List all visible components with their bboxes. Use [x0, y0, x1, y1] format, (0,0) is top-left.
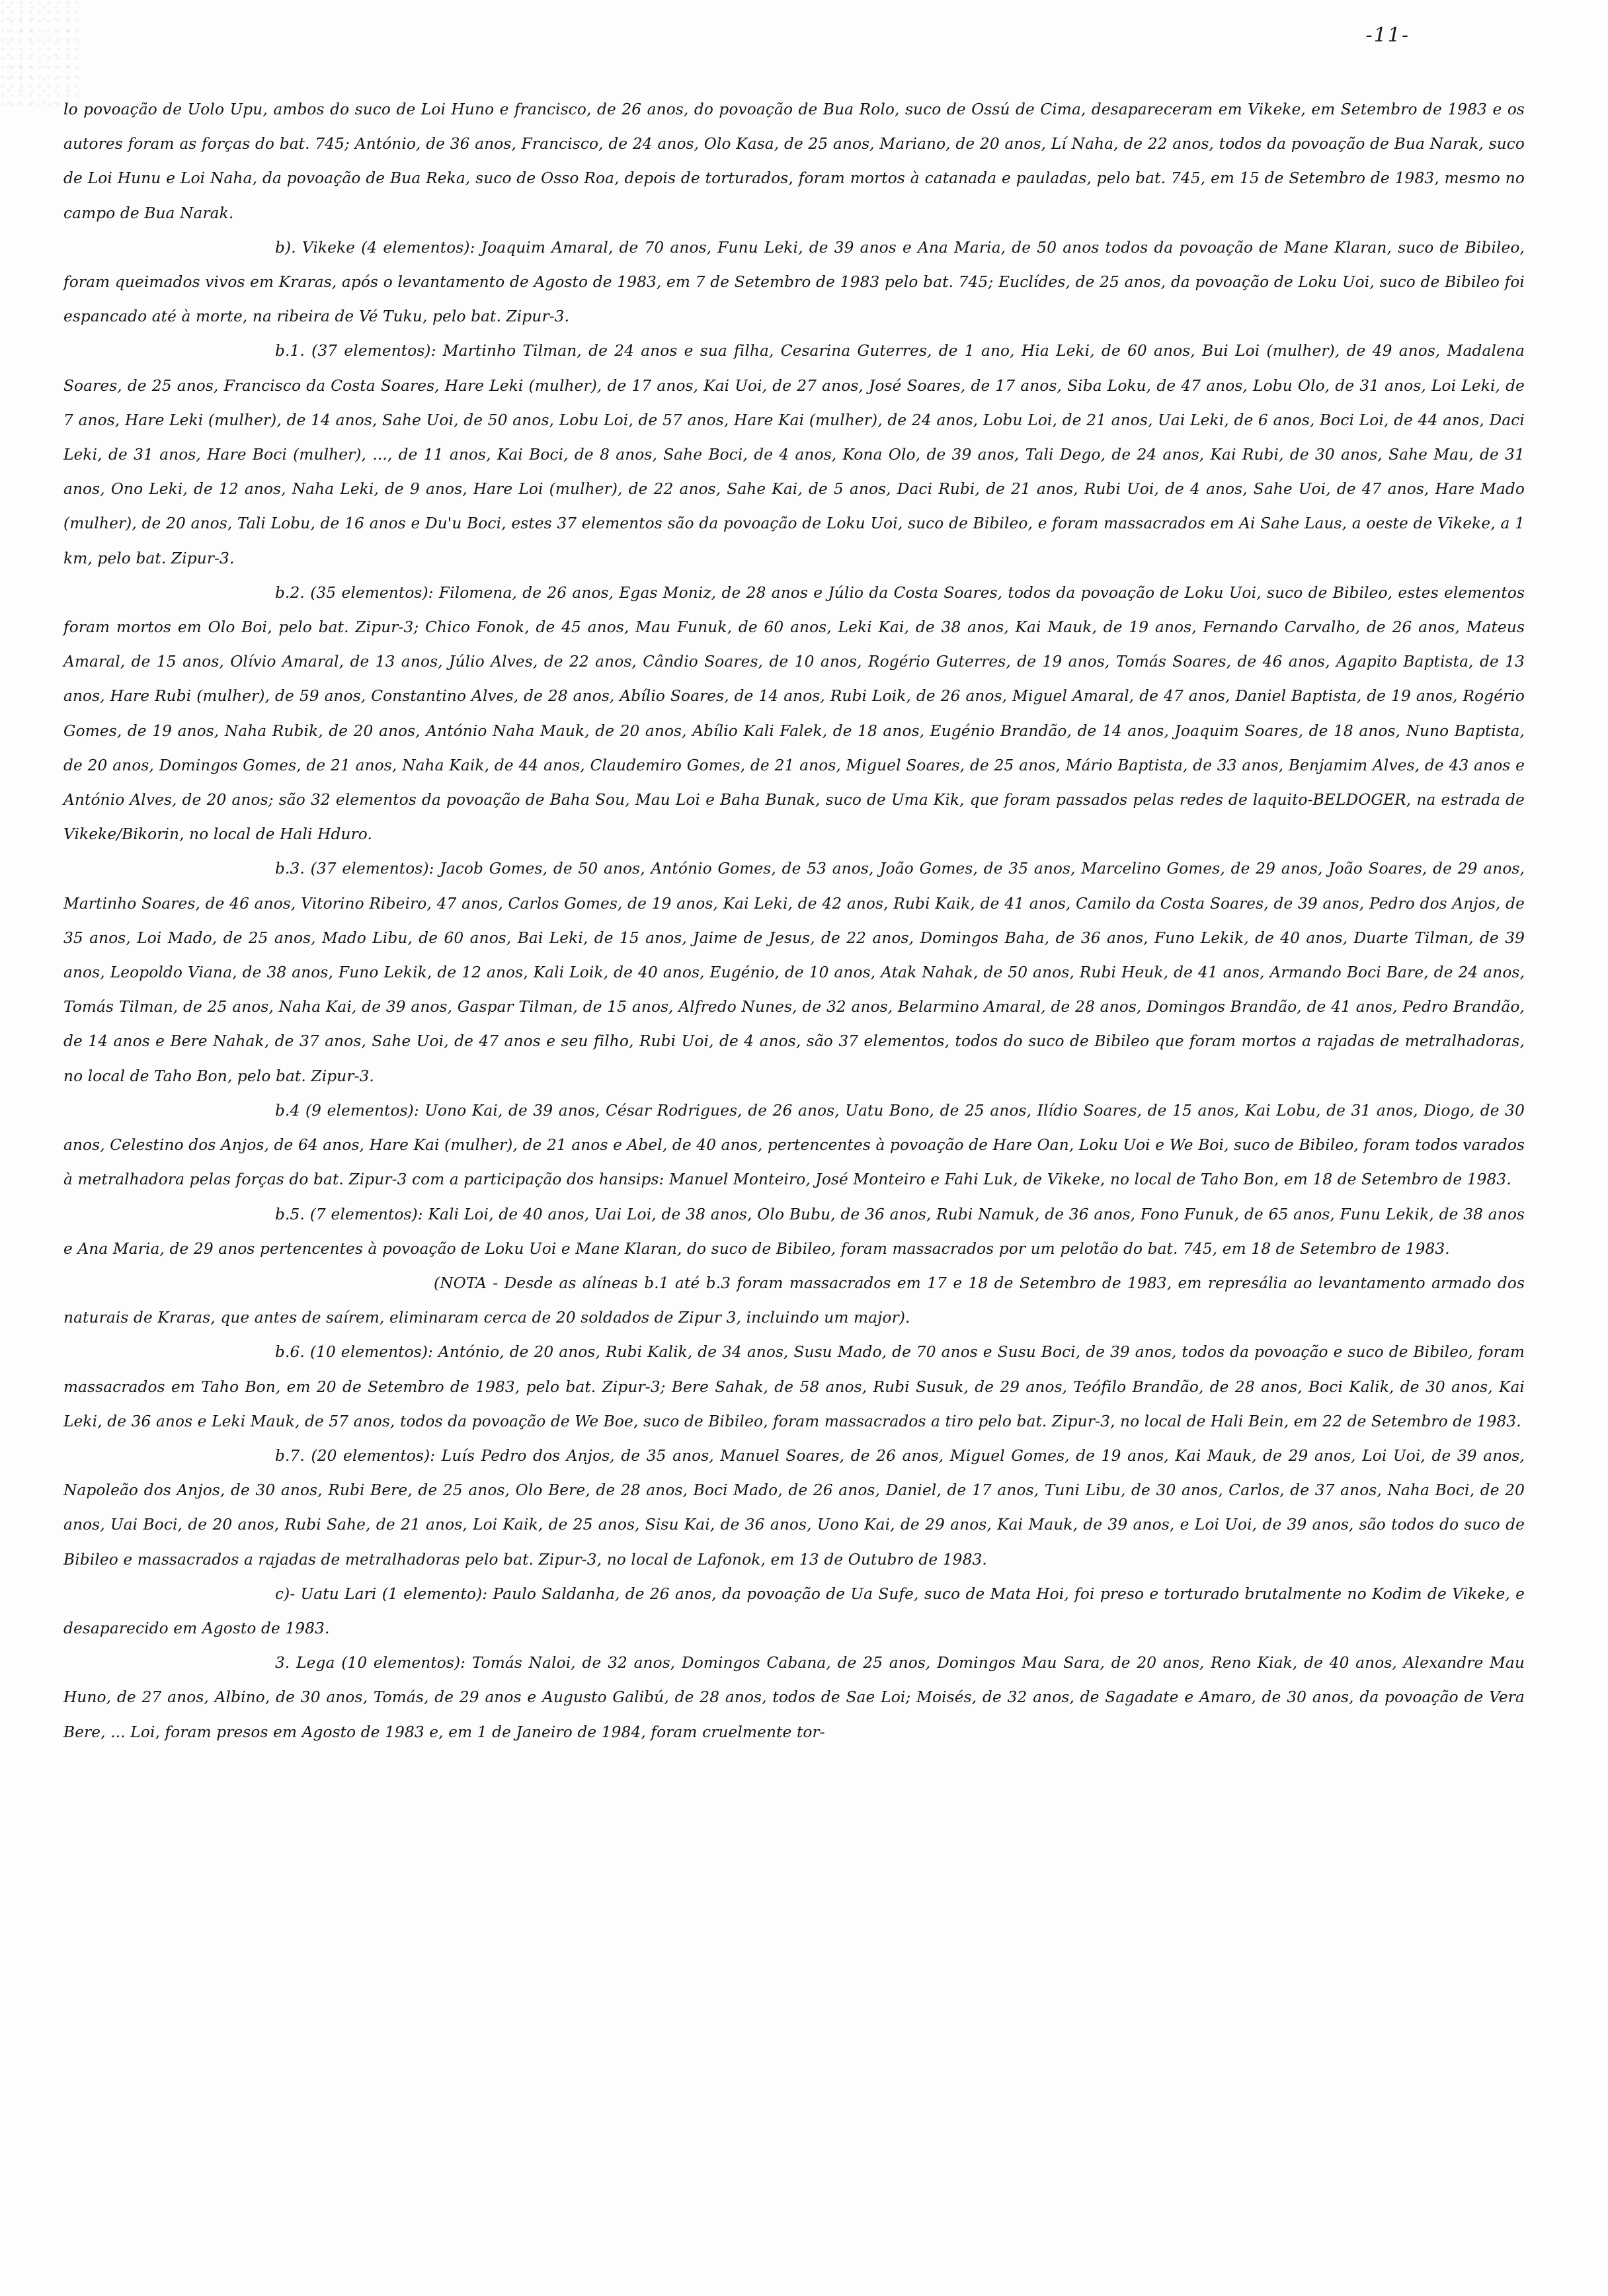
- page-number: -11-: [1365, 24, 1410, 47]
- paragraph-c-uatu-lari: c)- Uatu Lari (1 elemento): Paulo Saldanha, de 26 anos, da povoação de Ua Sufe, suco de Mata Hoi, foi preso e torturado brutalmente no Kodim de Vikeke, e desaparecido em Agosto de 1983.: [63, 1584, 1525, 1637]
- handwritten-body: [63, 93, 1525, 1750]
- paragraph-b2: b.2. (35 elementos): Filomena, de 26 anos, Egas Moniz, de 28 anos e Júlio da Costa Soares, todos da povoação de Loku Uoi, suco de Bibileo, estes elementos foram mortos em Olo Boi, pelo bat. Zipur-3; Chico Fonok, de 45 anos, Mau Funuk, de 60 anos, Leki Kai, de 38 anos, Kai Mauk, de 19 anos, Fernando Carvalho, de 26 anos, Mateus Amaral, de 15 anos, Olívio Amaral, de 13 anos, Júlio Alves, de 22 anos, Cândio Soares, de 10 anos, Rogério Guterres, de 19 anos, Tomás Soares, de 46 anos, Agapito Baptista, de 13 anos, Hare Rubi (mulher), de 59 anos, Constantino Alves, de 28 anos, Abílio Soares, de 14 anos, Rubi Loik, de 26 anos, Miguel Amaral, de 47 anos, Daniel Baptista, de 19 anos, Rogério Gomes, de 19 anos, Naha Rubik, de 20 anos, António Naha Mauk, de 20 anos, Abílio Kali Falek, de 18 anos, Eugénio Brandão, de 14 anos, Joaquim Soares, de 18 anos, Nuno Baptista, de 20 anos, Domingos Gomes, de 21 anos, Naha Kaik, de 44 anos, Claudemiro Gomes, de 21 anos, Miguel Soares, de 25 anos, Mário Baptista, de 33 anos, Benjamim Alves, de 43 anos e António Alves, de 20 anos; são 32 elementos da povoação de Baha Sou, Mau Loi e Baha Bunak, suco de Uma Kik, que foram passados pelas redes de laquito-BELDOGER, na estrada de Vikeke/Bikorin, no local de Hali Hduro.: [63, 583, 1525, 844]
- paragraph-nota: (NOTA - Desde as alíneas b.1 até b.3 foram massacrados em 17 e 18 de Setembro de 1983, em represália ao levantamento armado dos naturais de Kraras, que antes de saírem, eliminaram cerca de 20 soldados de Zipur 3, incluindo um major).: [63, 1274, 1525, 1327]
- paragraph-b-vikeke: b). Vikeke (4 elementos): Joaquim Amaral, de 70 anos, Funu Leki, de 39 anos e Ana Maria, de 50 anos todos da povoação de Mane Klaran, suco de Bibileo, foram queimados vivos em Kraras, após o levantamento de Agosto de 1983, em 7 de Setembro de 1983 pelo bat. 745; Euclídes, de 25 anos, da povoação de Loku Uoi, suco de Bibileo foi espancado até à morte, na ribeira de Vé Tuku, pelo bat. Zipur-3.: [63, 238, 1525, 326]
- paragraph-b1: b.1. (37 elementos): Martinho Tilman, de 24 anos e sua filha, Cesarina Guterres, de 1 ano, Hia Leki, de 60 anos, Bui Loi (mulher), de 49 anos, Madalena Soares, de 25 anos, Francisco da Costa Soares, Hare Leki (mulher), de 17 anos, Kai Uoi, de 27 anos, José Soares, de 17 anos, Siba Loku, de 47 anos, Lobu Olo, de 31 anos, Loi Leki, de 7 anos, Hare Leki (mulher), de 14 anos, Sahe Uoi, de 50 anos, Lobu Loi, de 57 anos, Hare Kai (mulher), de 24 anos, Lobu Loi, de 21 anos, Uai Leki, de 6 anos, Boci Loi, de 44 anos, Daci Leki, de 31 anos, Hare Boci (mulher), ..., de 11 anos, Kai Boci, de 8 anos, Sahe Boci, de 4 anos, Kona Olo, de 39 anos, Tali Dego, de 24 anos, Kai Rubi, de 30 anos, Sahe Mau, de 31 anos, Ono Leki, de 12 anos, Naha Leki, de 9 anos, Hare Loi (mulher), de 22 anos, Sahe Kai, de 5 anos, Daci Rubi, de 21 anos, Rubi Uoi, de 4 anos, Sahe Uoi, de 47 anos, Hare Mado (mulher), de 20 anos, Tali Lobu, de 16 anos e Du'u Boci, estes 37 elementos são da povoação de Loku Uoi, suco de Bibileo, e foram massacrados em Ai Sahe Laus, a oeste de Vikeke, a 1 km, pelo bat. Zipur-3.: [63, 342, 1525, 567]
- paragraph-b6: b.6. (10 elementos): António, de 20 anos, Rubi Kalik, de 34 anos, Susu Mado, de 70 anos e Susu Boci, de 39 anos, todos da povoação e suco de Bibileo, foram massacrados em Taho Bon, em 20 de Setembro de 1983, pelo bat. Zipur-3; Bere Sahak, de 58 anos, Rubi Susuk, de 29 anos, Teófilo Brandão, de 28 anos, Boci Kalik, de 30 anos, Kai Leki, de 36 anos e Leki Mauk, de 57 anos, todos da povoação de We Boe, suco de Bibileo, foram massacrados a tiro pelo bat. Zipur-3, no local de Hali Bein, em 22 de Setembro de 1983.: [63, 1343, 1525, 1430]
- paragraph-b3: b.3. (37 elementos): Jacob Gomes, de 50 anos, António Gomes, de 53 anos, João Gomes, de 35 anos, Marcelino Gomes, de 29 anos, João Soares, de 29 anos, Martinho Soares, de 46 anos, Vitorino Ribeiro, 47 anos, Carlos Gomes, de 19 anos, Kai Leki, de 42 anos, Rubi Kaik, de 41 anos, Camilo da Costa Soares, de 39 anos, Pedro dos Anjos, de 35 anos, Loi Mado, de 25 anos, Mado Libu, de 60 anos, Bai Leki, de 15 anos, Jaime de Jesus, de 22 anos, Domingos Baha, de 36 anos, Funo Lekik, de 40 anos, Duarte Tilman, de 39 anos, Leopoldo Viana, de 38 anos, Funo Lekik, de 12 anos, Kali Loik, de 40 anos, Eugénio, de 10 anos, Atak Nahak, de 50 anos, Rubi Heuk, de 41 anos, Armando Boci Bare, de 24 anos, Tomás Tilman, de 25 anos, Naha Kai, de 39 anos, Gaspar Tilman, de 15 anos, Alfredo Nunes, de 32 anos, Belarmino Amaral, de 28 anos, Domingos Brandão, de 41 anos, Pedro Brandão, de 14 anos e Bere Nahak, de 37 anos, Sahe Uoi, de 47 anos e seu filho, Rubi Uoi, de 4 anos, são 37 elementos, todos do suco de Bibileo que foram mortos a rajadas de metralhadoras, no local de Taho Bon, pelo bat. Zipur-3.: [63, 860, 1525, 1085]
- paragraph-continuation: lo povoação de Uolo Upu, ambos do suco de Loi Huno e francisco, de 26 anos, do povoação de Bua Rolo, suco de Ossú de Cima, desapareceram em Vikeke, em Setembro de 1983 e os autores foram as forças do bat. 745; António, de 36 anos, Francisco, de 24 anos, Olo Kasa, de 25 anos, Mariano, de 20 anos, Lí Naha, de 22 anos, todos da povoação de Bua Narak, suco de Loi Hunu e Loi Naha, da povoação de Bua Reka, suco de Osso Roa, depois de torturados, foram mortos à catanada e pauladas, pelo bat. 745, em 15 de Setembro de 1983, mesmo no campo de Bua Narak.: [63, 101, 1525, 222]
- paragraph-b5: b.5. (7 elementos): Kali Loi, de 40 anos, Uai Loi, de 38 anos, Olo Bubu, de 36 anos, Rubi Namuk, de 36 anos, Fono Funuk, de 65 anos, Funu Lekik, de 38 anos e Ana Maria, de 29 anos pertencentes à povoação de Loku Uoi e Mane Klaran, do suco de Bibileo, foram massacrados por um pelotão do bat. 745, em 18 de Setembro de 1983.: [63, 1205, 1525, 1258]
- scan-artifact: [0, 0, 79, 106]
- paragraph-3-lega: 3. Lega (10 elementos): Tomás Naloi, de 32 anos, Domingos Cabana, de 25 anos, Domingos Mau Sara, de 20 anos, Reno Kiak, de 40 anos, Alexandre Mau Huno, de 27 anos, Albino, de 30 anos, Tomás, de 29 anos e Augusto Galibú, de 28 anos, todos de Sae Loi; Moisés, de 32 anos, de Sagadate e Amaro, de 30 anos, da povoação de Vera Bere, ... Loi, foram presos em Agosto de 1983 e, em 1 de Janeiro de 1984, foram cruelmente tor-: [63, 1654, 1525, 1741]
- paragraph-b7: b.7. (20 elementos): Luís Pedro dos Anjos, de 35 anos, Manuel Soares, de 26 anos, Miguel Gomes, de 19 anos, Kai Mauk, de 29 anos, Loi Uoi, de 39 anos, Napoleão dos Anjos, de 30 anos, Rubi Bere, de 25 anos, Olo Bere, de 28 anos, Boci Mado, de 26 anos, Daniel, de 17 anos, Tuni Libu, de 30 anos, Carlos, de 37 anos, Naha Boci, de 20 anos, Uai Boci, de 20 anos, Rubi Sahe, de 21 anos, Loi Kaik, de 25 anos, Sisu Kai, de 36 anos, Uono Kai, de 29 anos, Kai Mauk, de 39 anos, e Loi Uoi, de 39 anos, são todos do suco de Bibileo e massacrados a rajadas de metralhadoras pelo bat. Zipur-3, no local de Lafonok, em 13 de Outubro de 1983.: [63, 1446, 1525, 1569]
- paragraph-b4: b.4 (9 elementos): Uono Kai, de 39 anos, César Rodrigues, de 26 anos, Uatu Bono, de 25 anos, Ilídio Soares, de 15 anos, Kai Lobu, de 31 anos, Diogo, de 30 anos, Celestino dos Anjos, de 64 anos, Hare Kai (mulher), de 21 anos e Abel, de 40 anos, pertencentes à povoação de Hare Oan, Loku Uoi e We Boi, suco de Bibileo, foram todos varados à metralhadora pelas forças do bat. Zipur-3 com a participação dos hansips: Manuel Monteiro, José Monteiro e Fahi Luk, de Vikeke, no local de Taho Bon, em 18 de Setembro de 1983.: [63, 1101, 1525, 1189]
